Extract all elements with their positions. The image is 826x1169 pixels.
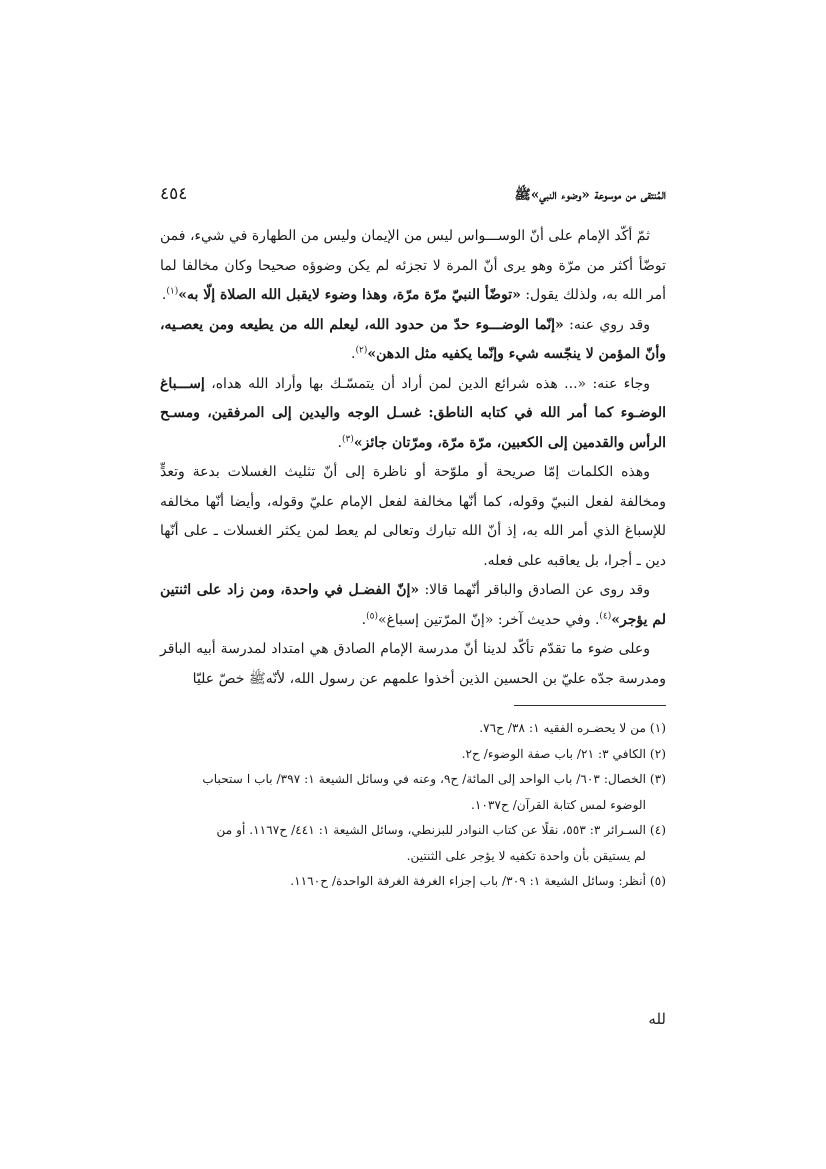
paragraph-6: وعلى ضوء ما تقدّم تأكّد لدينا أنّ مدرسة الإمام الصادق هي امتداد لمدرسة أبيه الباقر ومدرسة جدّه عليّ بن الحسين الذين أخذوا علمهم عن رسول الله، لأنّهﷺ خصّ عليّا [160,641,666,687]
paragraph-3-text: وجاء عنه: «... هذه شرائع الدين لمن أراد أن يتمسّـك بها وأراد الله هداه، [204,375,650,392]
footnote-3 [160,767,666,818]
footnote-ref-2[interactable]: (٢) [355,345,368,356]
paragraph-1 [160,222,666,311]
page-ornament: لله [648,1010,666,1028]
running-header [160,186,666,214]
footnote-3-text: (٣) الخصال: ٦٠٣/ باب الواحد إلى المائة/ ح٩، وعنه في وسائل الشيعة ١: ٣٩٧/ باب ا ستحباب [202,772,666,786]
footnote-4 [160,818,666,869]
footnote-2 [160,742,666,768]
paragraph-3 [160,370,666,459]
footnote-4-text: (٤) السـرائر ٣: ٥٥٣، نقلًا عن كتاب النوادر للبزنطي، وسائل الشيعة ١: ٤٤١/ ح١١٦٧. أو من [216,823,666,837]
page-number: ٤٥٤ [160,184,188,204]
footnote-ref-3[interactable]: (٣) [341,433,354,444]
footnote-1 [160,716,666,742]
running-title: المُنتقى من موسوعة «وضوء النبي»ﷺ [514,187,666,203]
paragraph-3-quote: إســـباغ الوضـوء كما أمر الله في كتابه الناطق: غسـل الوجه واليدين إلى المرفقين، ومسـح الرأس والقدمين إلى الكعبين، مرّة مرّة، ومرّتان جائز» [160,375,666,451]
footnote-4-continuation: لم يستيقن بأن واحدة تكفيه لا يؤجر على الثنتين. [406,848,646,863]
paragraph-1-text: ثمّ أكّد الإمام على أنّ الوســـواس ليس من الإيمان وليس من الطهارة في شيء، فمن توضّأ أكثر من مرّة وهو يرى أنّ المرة لا تجزئه لم يكن وضوؤه صحيحا وكان مخالفا لما أمر الله به، ولذلك يقول: [160,228,666,303]
paragraph-1-end: . [161,287,167,303]
footnote-ref-4[interactable]: (٤) [599,610,612,621]
footnotes [160,716,666,895]
main-text [160,222,666,694]
paragraph-5 [160,576,666,635]
paragraph-5-text-2: . وفي حديث آخر: «إنّ المرّتين إسباغ» [377,611,600,628]
paragraph-5-quote: «إنّ الفضـل في واحدة، ومن زاد على اثنتين لم يؤجر» [160,582,666,628]
paragraph-3-end: . [337,434,342,451]
footnote-2-text: (٢) الكافي ٣: ٢١/ باب صفة الوضوء/ ح٢. [461,746,666,761]
footnote-3-continuation: الوضوء لمس كتابة القرآن/ ح١٠٣٧. [470,797,646,812]
footnote-5-text: (٥) أنظر: وسائل الشيعة ١: ٣٠٩/ باب إجزاء الغرفة الغرفة الواحدة/ ح١١٦٠. [290,874,666,888]
paragraph-2-end: . [351,346,356,362]
paragraph-5-end: . [361,611,367,628]
paragraph-1-quote: «توضّأ النبيّ مرّة مرّة، وهذا وضوء لايقبل الله الصلاة إلّا به» [178,287,521,303]
footnote-1-text: (١) من لا يحضـره الفقيه ١: ٣٨/ ح٧٦. [479,721,666,735]
paragraph-4: وهذه الكلمات إمّا صريحة أو ملوّحة أو ناظرة إلى أنّ تثليث الغسلات بدعة وتعدٍّ ومخالفة لفعل النبيّ وقوله، كما أنّها مخالفة لفعل الإمام عليّ وقوله، وأيضا أنّها مخالفه للإسباغ الذي أمر الله به، إذ أنّ الله تبارك وتعالى لم يعط لمن يكثر الغسلات ـ على أنّها دين ـ أجرا، بل يعاقبه على فعله. [160,464,666,569]
footnote-5 [160,869,666,895]
paragraph-2 [160,311,666,370]
footnote-separator [514,705,666,706]
footnote-ref-1[interactable]: (١) [166,286,179,297]
footnote-ref-5[interactable]: (٥) [366,610,378,621]
paragraph-5-text: وقد روى عن الصادق والباقر أنّهما قالا: [419,582,650,598]
paragraph-2-quote: «إنّما الوضـــوء حدّ من حدود الله، ليعلم الله من يطيعه ومن يعصـيه، وأنّ المؤمن لا ينجّسه شيء وإنّما يكفيه مثل الدهن» [160,316,666,362]
paragraph-2-text: وقد روي عنه: [563,316,650,333]
